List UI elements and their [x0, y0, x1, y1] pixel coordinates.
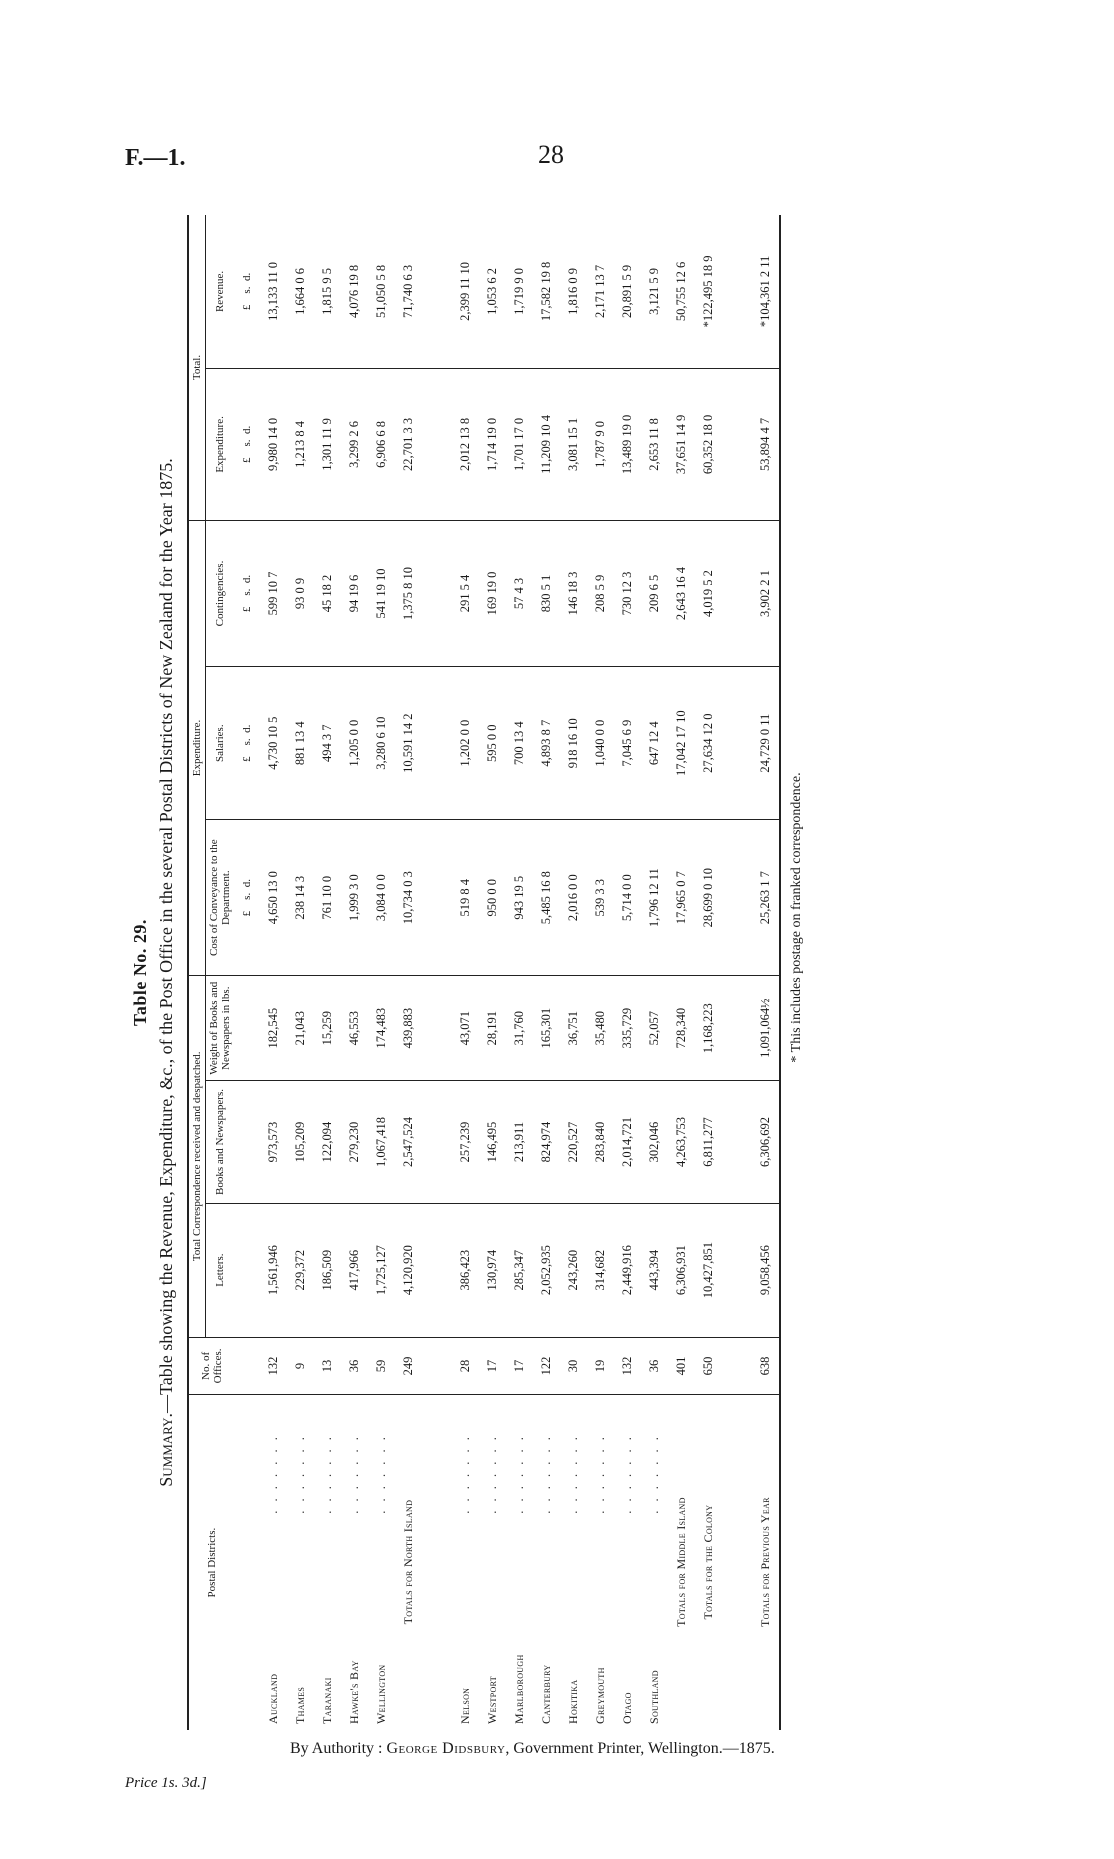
header-contingencies: Contingencies.: [206, 520, 235, 666]
units-blank: [234, 1081, 260, 1203]
table-row: [287, 215, 314, 1730]
offices-cell: 9: [287, 1337, 314, 1394]
district-name: Thames: [293, 1686, 307, 1724]
leader-dots: . . . . . . .: [506, 1395, 533, 1553]
conveyance-cell: 17,965 0 7: [668, 820, 695, 976]
weight-cell: 728,340: [668, 976, 695, 1081]
salaries-cell: 647 12 4: [641, 667, 668, 820]
leader-dots: . . . . . . .: [587, 1395, 614, 1553]
unit-pence: d.: [241, 574, 253, 584]
offices-cell: 59: [368, 1337, 395, 1394]
weight-cell: 46,553: [341, 976, 368, 1081]
books-cell: 146,495: [479, 1081, 506, 1203]
weight-cell: 182,545: [260, 976, 287, 1081]
offices-cell: 132: [614, 1337, 641, 1394]
rotated-table-region: [130, 215, 930, 1730]
salaries-cell: 918 16 10: [560, 667, 587, 820]
books-cell: 4,263,753: [668, 1081, 695, 1203]
books-cell: 2,014,721: [614, 1081, 641, 1203]
price-note: Price 1s. 3d.]: [125, 1775, 207, 1791]
conveyance-cell: 28,699 0 10: [695, 820, 722, 976]
table-row: [641, 215, 668, 1730]
unit-pounds: £: [241, 606, 253, 613]
conveyance-cell: 1,796 12 11: [641, 820, 668, 976]
letters-cell: 314,682: [587, 1203, 614, 1337]
table-row: [560, 215, 587, 1730]
contingencies-cell: 208 5 9: [587, 520, 614, 666]
conveyance-cell: 238 14 3: [287, 820, 314, 976]
offices-cell: 28: [452, 1337, 479, 1394]
expenditure-cell: 2,653 11 8: [641, 368, 668, 520]
salaries-cell: 4,730 10 5: [260, 667, 287, 820]
salaries-cell: 494 3 7: [314, 667, 341, 820]
conveyance-cell: 4,650 13 0: [260, 820, 287, 976]
conveyance-cell: 10,734 0 3: [395, 820, 422, 976]
conveyance-cell: 25,263 1 7: [752, 820, 779, 976]
salaries-cell: 24,729 0 11: [752, 667, 779, 820]
books-cell: 105,209: [287, 1081, 314, 1203]
unit-pounds: £: [241, 457, 253, 464]
revenue-cell: *104,361 2 11: [758, 255, 772, 328]
weight-cell: 1,168,223: [695, 976, 722, 1081]
leader-dots: . . . . . . .: [560, 1395, 587, 1553]
revenue-cell: 50,755 12 6: [674, 261, 688, 322]
books-cell: 122,094: [314, 1081, 341, 1203]
letters-cell: 243,260: [560, 1203, 587, 1337]
weight-cell: 439,883: [395, 976, 422, 1081]
printer-name: George Didsbury: [386, 1740, 506, 1757]
conveyance-cell: 2,016 0 0: [560, 820, 587, 976]
revenue-cell: 17,582 19 8: [539, 261, 553, 322]
offices-cell: 17: [479, 1337, 506, 1394]
authority-prefix: By Authority :: [290, 1740, 383, 1757]
spacer-row: [422, 215, 452, 1730]
salaries-cell: 1,205 0 0: [341, 667, 368, 820]
units-lsd: [234, 520, 260, 666]
leader-dots: . . . . . . .: [341, 1395, 368, 1553]
header-row-groups: [189, 215, 206, 1730]
total-label: Totals for North Island: [395, 1395, 422, 1730]
unit-shillings: s.: [241, 439, 253, 447]
salaries-cell: 7,045 6 9: [614, 667, 641, 820]
contingencies-cell: 94 19 6: [341, 520, 368, 666]
title-prefix: Summary.: [156, 1412, 176, 1487]
expenditure-cell: 1,787 9 0: [587, 368, 614, 520]
contingencies-cell: 4,019 5 2: [695, 520, 722, 666]
district-name: Canterbury: [539, 1664, 553, 1724]
spacer-cell: [722, 820, 752, 976]
expenditure-cell: 60,352 18 0: [695, 368, 722, 520]
weight-cell: 1,091,064½: [752, 976, 779, 1081]
contingencies-cell: 541 19 10: [368, 520, 395, 666]
spacer-cell: [722, 1081, 752, 1203]
table-number: Table No. 29.: [130, 919, 150, 1026]
header-expenditure-group: Expenditure.: [189, 520, 206, 975]
leader-dots: . . . . . . .: [452, 1395, 479, 1553]
total-row: [395, 215, 422, 1730]
printer-authority: [290, 1740, 775, 1758]
salaries-cell: 27,634 12 0: [695, 667, 722, 820]
contingencies-cell: 45 18 2: [314, 520, 341, 666]
revenue-cell: 4,076 19 8: [347, 264, 361, 318]
salaries-cell: 595 0 0: [479, 667, 506, 820]
unit-pounds: £: [241, 910, 253, 917]
revenue-cell: 51,050 5 8: [374, 264, 388, 318]
letters-cell: 386,423: [452, 1203, 479, 1337]
contingencies-cell: 146 18 3: [560, 520, 587, 666]
offices-cell: 13: [314, 1337, 341, 1394]
district-name: Southland: [647, 1670, 661, 1724]
books-cell: 279,230: [341, 1081, 368, 1203]
expenditure-cell: 6,906 6 8: [368, 368, 395, 520]
spacer-cell: [722, 215, 752, 368]
books-cell: 1,067,418: [368, 1081, 395, 1203]
district-name: Westport: [485, 1676, 499, 1724]
offices-cell: 30: [560, 1337, 587, 1394]
table-row: [614, 215, 641, 1730]
district-name: Otago: [620, 1692, 634, 1724]
revenue-cell: 1,053 6 2: [485, 268, 499, 315]
leader-dots: . . . . . . .: [533, 1395, 560, 1553]
revenue-cell: 1,719 9 0: [512, 268, 526, 315]
contingencies-cell: 57 4 3: [506, 520, 533, 666]
total-row: [668, 215, 695, 1730]
summary-table-frame: [187, 215, 781, 1730]
spacer-cell: [422, 976, 452, 1081]
expenditure-cell: 2,012 13 8: [452, 368, 479, 520]
offices-cell: 36: [641, 1337, 668, 1394]
expenditure-cell: 1,701 17 0: [506, 368, 533, 520]
table-row: [341, 215, 368, 1730]
letters-cell: 2,449,916: [614, 1203, 641, 1337]
revenue-cell: 3,121 5 9: [647, 268, 661, 315]
letters-cell: 443,394: [641, 1203, 668, 1337]
weight-cell: 36,751: [560, 976, 587, 1081]
letters-cell: 6,306,931: [668, 1203, 695, 1337]
table-row: [314, 215, 341, 1730]
salaries-cell: 881 13 4: [287, 667, 314, 820]
books-cell: 283,840: [587, 1081, 614, 1203]
letters-cell: 1,725,127: [368, 1203, 395, 1337]
header-expenditure: Expenditure.: [206, 368, 235, 520]
units-lsd: [234, 667, 260, 820]
unit-shillings: s.: [241, 738, 253, 746]
district-name: Taranaki: [320, 1677, 334, 1724]
expenditure-cell: 11,209 10 4: [533, 368, 560, 520]
leader-dots: . . . . . . .: [368, 1395, 395, 1553]
offices-cell: 17: [506, 1337, 533, 1394]
conveyance-cell: 1,999 3 0: [341, 820, 368, 976]
unit-shillings: s.: [241, 892, 253, 900]
contingencies-cell: 169 19 0: [479, 520, 506, 666]
units-blank: [234, 1337, 260, 1394]
spacer-cell: [722, 1203, 752, 1337]
conveyance-cell: 761 10 0: [314, 820, 341, 976]
district-name: Greymouth: [593, 1667, 607, 1724]
revenue-cell: *122,495 18 9: [701, 255, 715, 328]
spacer-cell: [422, 1081, 452, 1203]
revenue-cell: 20,891 5 9: [620, 264, 634, 318]
letters-cell: 130,974: [479, 1203, 506, 1337]
offices-cell: 132: [260, 1337, 287, 1394]
document-code: F.—1.: [125, 145, 186, 171]
letters-cell: 4,120,920: [395, 1203, 422, 1337]
spacer-cell: [722, 976, 752, 1081]
header-letters: Letters.: [206, 1203, 235, 1337]
spacer-cell: [422, 1395, 452, 1730]
weight-cell: 15,259: [314, 976, 341, 1081]
conveyance-cell: 5,714 0 0: [614, 820, 641, 976]
expenditure-cell: 53,894 4 7: [752, 368, 779, 520]
revenue-cell: 71,740 6 3: [401, 264, 415, 318]
books-cell: 257,239: [452, 1081, 479, 1203]
table-row: [452, 215, 479, 1730]
unit-pounds: £: [241, 304, 253, 311]
contingencies-cell: 2,643 16 4: [668, 520, 695, 666]
leader-dots: . . . . . . .: [479, 1395, 506, 1553]
header-total-group: Total.: [189, 215, 206, 520]
offices-cell: 638: [752, 1337, 779, 1394]
letters-cell: 285,347: [506, 1203, 533, 1337]
offices-cell: 249: [395, 1337, 422, 1394]
district-name: Auckland: [266, 1673, 280, 1724]
books-cell: 6,306,692: [752, 1081, 779, 1203]
weight-cell: 335,729: [614, 976, 641, 1081]
weight-cell: 35,480: [587, 976, 614, 1081]
books-cell: 6,811,277: [695, 1081, 722, 1203]
contingencies-cell: 209 6 5: [641, 520, 668, 666]
books-cell: 302,046: [641, 1081, 668, 1203]
letters-cell: 9,058,456: [752, 1203, 779, 1337]
leader-dots: . . . . . . .: [314, 1395, 341, 1553]
district-name: Marlborough: [512, 1654, 526, 1724]
title-rest: —Table showing the Revenue, Expenditure, &c., of the Post Office in the several Postal Districts of New Zealand for the Year 1875.: [156, 458, 176, 1413]
spacer-cell: [422, 520, 452, 666]
contingencies-cell: 1,375 8 10: [395, 520, 422, 666]
district-name: Nelson: [458, 1687, 472, 1724]
revenue-cell: 2,171 13 7: [593, 264, 607, 318]
district-name: Wellington: [374, 1664, 388, 1724]
offices-cell: 401: [668, 1337, 695, 1394]
table-row: [368, 215, 395, 1730]
units-lsd: [234, 368, 260, 520]
table-row: [587, 215, 614, 1730]
header-total-correspondence: Total Correspondence received and despatched.: [189, 976, 206, 1338]
books-cell: 824,974: [533, 1081, 560, 1203]
units-lsd: [234, 215, 260, 368]
offices-cell: 122: [533, 1337, 560, 1394]
header-revenue: Revenue.: [214, 270, 226, 313]
letters-cell: 186,509: [314, 1203, 341, 1337]
salaries-cell: 10,591 14 2: [395, 667, 422, 820]
spacer-cell: [722, 368, 752, 520]
salaries-cell: 700 13 4: [506, 667, 533, 820]
header-weight: Weight of Books and Newspapers in lbs.: [206, 976, 235, 1081]
weight-cell: 43,071: [452, 976, 479, 1081]
unit-pounds: £: [241, 756, 253, 762]
leader-dots: . . . . . . .: [614, 1395, 641, 1553]
offices-cell: 36: [341, 1337, 368, 1394]
salaries-cell: 3,280 6 10: [368, 667, 395, 820]
expenditure-cell: 37,651 14 9: [668, 368, 695, 520]
conveyance-cell: 5,485 16 8: [533, 820, 560, 976]
units-blank: [234, 1203, 260, 1337]
unit-pence: d.: [241, 425, 253, 435]
header-conveyance: Cost of Conveyance to the Department.: [206, 820, 235, 976]
unit-pence: d.: [241, 272, 253, 282]
revenue-cell: 2,399 11 10: [458, 261, 472, 321]
weight-cell: 21,043: [287, 976, 314, 1081]
table-body: [234, 215, 779, 1730]
table-row: [260, 215, 287, 1730]
weight-cell: 31,760: [506, 976, 533, 1081]
table-title: [156, 215, 177, 1730]
letters-cell: 10,427,851: [695, 1203, 722, 1337]
expenditure-cell: 1,213 8 4: [287, 368, 314, 520]
conveyance-cell: 539 3 3: [587, 820, 614, 976]
conveyance-cell: 3,084 0 0: [368, 820, 395, 976]
letters-cell: 2,052,935: [533, 1203, 560, 1337]
expenditure-cell: 9,980 14 0: [260, 368, 287, 520]
authority-suffix: , Government Printer, Wellington.—1875.: [505, 1740, 775, 1757]
unit-pence: d.: [241, 879, 253, 888]
spacer-cell: [422, 1337, 452, 1394]
total-label: Totals for Middle Island: [668, 1395, 695, 1730]
spacer-row: [722, 215, 752, 1730]
spacer-cell: [722, 520, 752, 666]
weight-cell: 174,483: [368, 976, 395, 1081]
weight-cell: 52,057: [641, 976, 668, 1081]
leader-dots: . . . . . . .: [260, 1395, 287, 1553]
expenditure-cell: 22,701 3 3: [395, 368, 422, 520]
offices-cell: 19: [587, 1337, 614, 1394]
unit-pence: d.: [241, 724, 253, 733]
books-cell: 2,547,524: [395, 1081, 422, 1203]
total-row: [752, 215, 779, 1730]
expenditure-cell: 1,301 11 9: [314, 368, 341, 520]
expenditure-cell: 3,081 15 1: [560, 368, 587, 520]
letters-cell: 417,966: [341, 1203, 368, 1337]
salaries-cell: 17,042 17 10: [668, 667, 695, 820]
district-name: Hokitika: [566, 1679, 580, 1724]
revenue-cell: 1,815 9 5: [320, 268, 334, 315]
contingencies-cell: 93 0 9: [287, 520, 314, 666]
salaries-cell: 4,893 8 7: [533, 667, 560, 820]
spacer-cell: [422, 667, 452, 820]
district-name: Hawke's Bay: [347, 1660, 361, 1724]
contingencies-cell: 830 5 1: [533, 520, 560, 666]
total-label: Totals for the Colony: [695, 1395, 722, 1730]
revenue-cell: 1,816 0 9: [566, 268, 580, 315]
units-lsd: [234, 820, 260, 976]
units-blank: [234, 976, 260, 1081]
header-books: Books and Newspapers.: [206, 1081, 235, 1203]
table-row: [533, 215, 560, 1730]
units-row: [234, 215, 260, 1730]
books-cell: 213,911: [506, 1081, 533, 1203]
units-blank: [234, 1395, 260, 1730]
letters-cell: 229,372: [287, 1203, 314, 1337]
spacer-cell: [722, 667, 752, 820]
spacer-cell: [722, 1337, 752, 1394]
spacer-cell: [422, 1203, 452, 1337]
spacer-cell: [722, 1395, 752, 1730]
page-number: 28: [538, 140, 564, 169]
revenue-cell: 13,133 11 0: [266, 261, 280, 321]
offices-cell: 650: [695, 1337, 722, 1394]
books-cell: 220,527: [560, 1081, 587, 1203]
conveyance-cell: 943 19 5: [506, 820, 533, 976]
expenditure-cell: 3,299 2 6: [341, 368, 368, 520]
weight-cell: 28,191: [479, 976, 506, 1081]
conveyance-cell: 950 0 0: [479, 820, 506, 976]
table-footnote: * This includes postage on franked correspondence.: [789, 772, 804, 1063]
salaries-cell: 1,040 0 0: [587, 667, 614, 820]
contingencies-cell: 730 12 3: [614, 520, 641, 666]
leader-dots: . . . . . . .: [641, 1395, 668, 1553]
spacer-cell: [422, 215, 452, 368]
header-postal-districts: Postal Districts.: [189, 1395, 234, 1730]
table-row: [479, 215, 506, 1730]
expenditure-cell: 13,489 19 0: [614, 368, 641, 520]
contingencies-cell: 291 5 4: [452, 520, 479, 666]
total-row: [695, 215, 722, 1730]
unit-shillings: s.: [241, 286, 253, 294]
expenditure-cell: 1,714 19 0: [479, 368, 506, 520]
spacer-cell: [422, 368, 452, 520]
header-no-of-offices: No. of Offices.: [189, 1337, 234, 1394]
conveyance-cell: 519 8 4: [452, 820, 479, 976]
contingencies-cell: 3,902 2 1: [752, 520, 779, 666]
salaries-cell: 1,202 0 0: [452, 667, 479, 820]
unit-shillings: s.: [241, 588, 253, 596]
header-salaries: Salaries.: [206, 667, 235, 820]
weight-cell: 165,301: [533, 976, 560, 1081]
table-row: [506, 215, 533, 1730]
spacer-cell: [422, 820, 452, 976]
letters-cell: 1,561,946: [260, 1203, 287, 1337]
total-label: Totals for Previous Year: [752, 1395, 779, 1730]
contingencies-cell: 599 10 7: [260, 520, 287, 666]
summary-table: [189, 215, 779, 1730]
leader-dots: . . . . . . .: [287, 1395, 314, 1553]
books-cell: 973,573: [260, 1081, 287, 1203]
revenue-cell: 1,664 0 6: [293, 268, 307, 315]
